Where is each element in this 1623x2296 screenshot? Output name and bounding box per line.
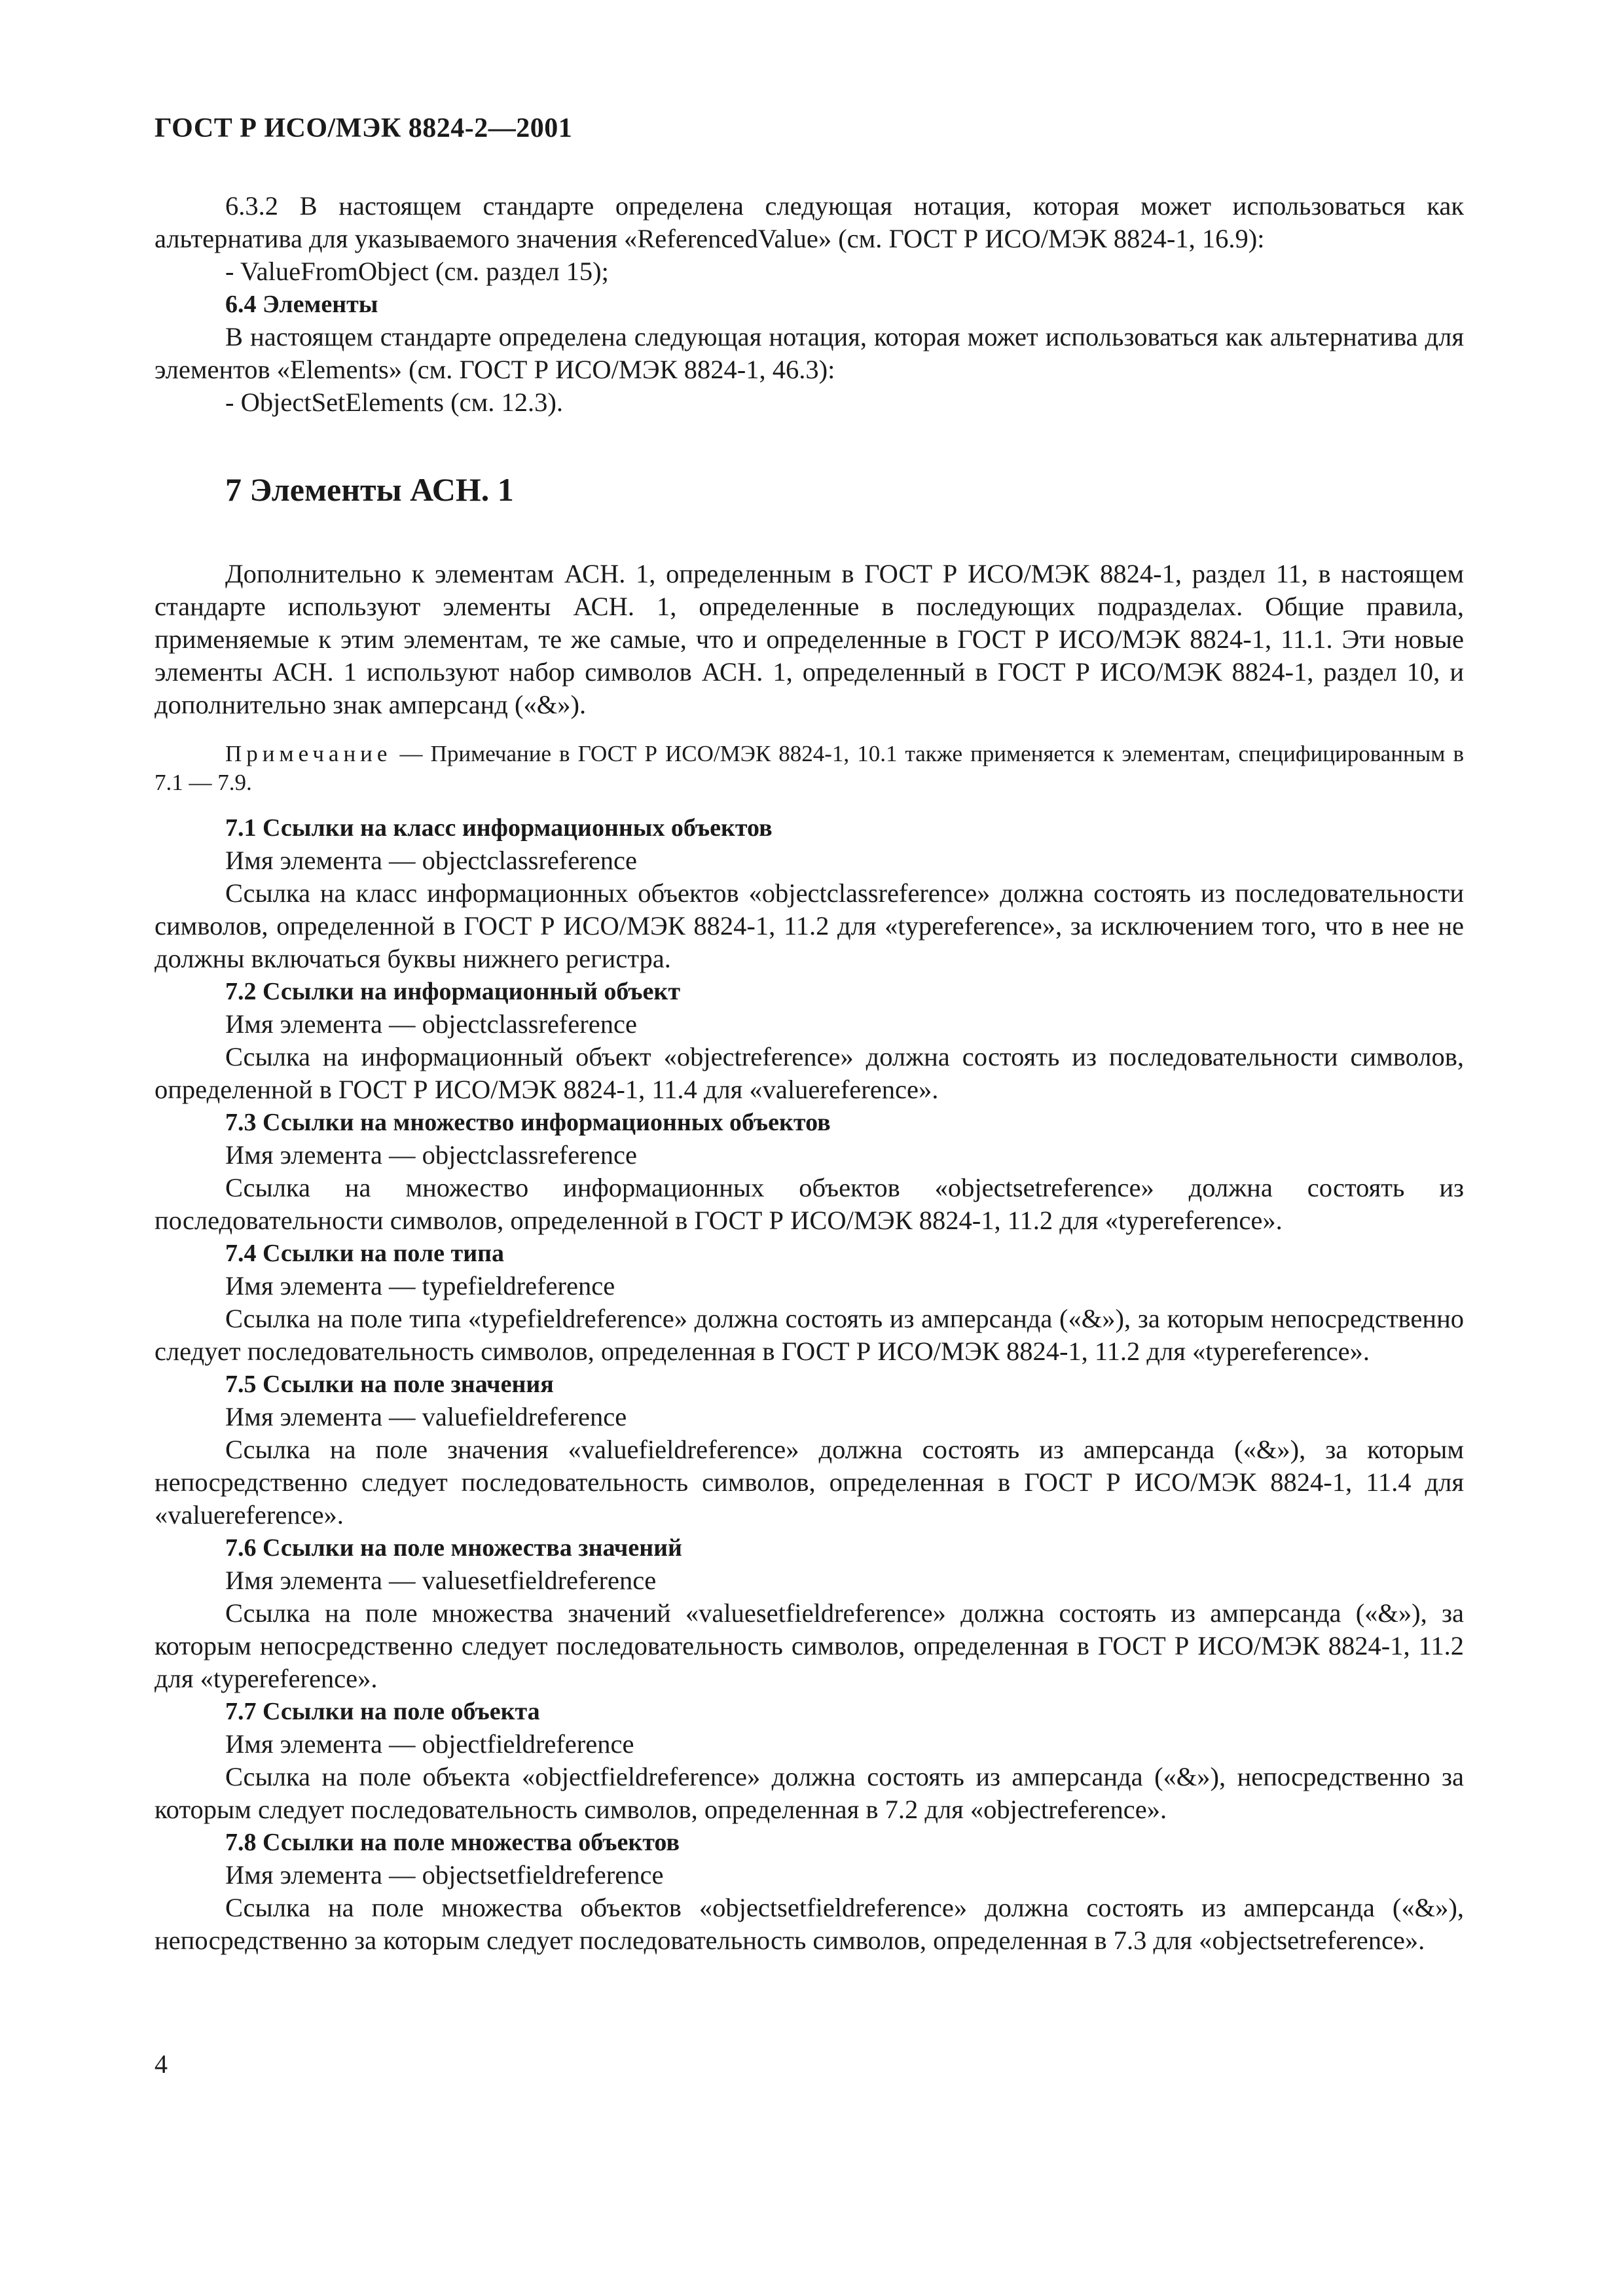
subsection-heading: 7.5 Ссылки на поле значения [225, 1371, 554, 1398]
note-text: — Примечание в ГОСТ Р ИСО/МЭК 8824-1, 10.1 также применяется к элементам, специфицированным в 7.1 — 7.9. [155, 741, 1464, 795]
element-name: Имя элемента — objectclassreference [225, 1009, 637, 1039]
note [155, 740, 1464, 797]
subsection-text: Ссылка на поле множества объектов «objectsetfieldreference» должна состоять из амперсанда («&»), непосредственно за которым следует последовательность символов, определенная в 7.3 для «objectsetreference». [155, 1893, 1464, 1955]
element-name: Имя элемента — typefieldreference [225, 1271, 615, 1300]
element-name: Имя элемента — objectsetfieldreference [225, 1860, 664, 1890]
subsection-heading: 7.2 Ссылки на информационный объект [225, 978, 680, 1005]
subsection-text: Ссылка на класс информационных объектов «objectclassreference» должна состоять из последовательности символов, определенной в ГОСТ Р ИСО/МЭК 8824-1, 11.2 для «typereference», за исключением того, что в нее не должны включаться буквы нижнего регистра. [155, 878, 1464, 973]
body-text [155, 190, 1464, 1957]
list-item-value-from-object: - ValueFromObject (см. раздел 15); [225, 257, 609, 286]
subsection-text: Ссылка на поле значения «valuefieldreference» должна состоять из амперсанда («&»), за которым непосредственно следует последовательность символов, определенная в ГОСТ Р ИСО/МЭК 8824-1, 11.4 для «valuereference». [155, 1435, 1464, 1530]
subsection-heading: 7.4 Ссылки на поле типа [225, 1240, 504, 1267]
subsection-7-8 [155, 1826, 1464, 1957]
subsection-7-6 [155, 1532, 1464, 1695]
subsection-heading: 7.8 Ссылки на поле множества объектов [225, 1829, 680, 1856]
element-name: Имя элемента — objectfieldreference [225, 1729, 634, 1759]
subsection-text: Ссылка на поле множества значений «valuesetfieldreference» должна состоять из амперсанда («&»), за которым непосредственно следует последовательность символов, определенная в ГОСТ Р ИСО/МЭК 8824-1, 11.2 для «typereference». [155, 1598, 1464, 1693]
list-item-object-set-elements: - ObjectSetElements (см. 12.3). [225, 387, 563, 417]
running-header: ГОСТ Р ИСО/МЭК 8824-2—2001 [155, 113, 573, 143]
paragraph-6-4: В настоящем стандарте определена следующая нотация, которая может использоваться как альтернатива для элементов «Elements» (см. ГОСТ Р ИСО/МЭК 8824-1, 46.3): [155, 322, 1464, 384]
subsection-text: Ссылка на поле типа «typefieldreference» должна состоять из амперсанда («&»), за которым непосредственно следует последовательность символов, определенная в ГОСТ Р ИСО/МЭК 8824-1, 11.2 для «typereference». [155, 1304, 1464, 1366]
subsection-text: Ссылка на поле объекта «objectfieldreference» должна состоять из амперсанда («&»), непосредственно за которым следует последовательность символов, определенная в 7.2 для «objectreference». [155, 1762, 1464, 1824]
note-label: Примечание [225, 741, 392, 766]
page-number: 4 [155, 2049, 168, 2079]
element-name: Имя элемента — objectclassreference [225, 846, 637, 875]
element-name: Имя элемента — objectclassreference [225, 1140, 637, 1170]
subsection-7-1 [155, 812, 1464, 975]
subsection-7-2 [155, 975, 1464, 1106]
section-heading-7: 7 Элементы АСН. 1 [225, 471, 514, 508]
subsection-7-7 [155, 1695, 1464, 1826]
subsection-heading: 7.7 Ссылки на поле объекта [225, 1698, 540, 1725]
element-name: Имя элемента — valuefieldreference [225, 1402, 627, 1431]
subsection-text: Ссылка на информационный объект «objectreference» должна состоять из последовательности символов, определенной в ГОСТ Р ИСО/МЭК 8824-1, 11.4 для «valuereference». [155, 1042, 1464, 1104]
subsection-7-3 [155, 1106, 1464, 1237]
subsection-7-4 [155, 1237, 1464, 1368]
element-name: Имя элемента — valuesetfieldreference [225, 1566, 657, 1595]
heading-6-4: 6.4 Элементы [225, 291, 378, 318]
subsection-text: Ссылка на множество информационных объектов «objectsetreference» должна состоять из последовательности символов, определенной в ГОСТ Р ИСО/МЭК 8824-1, 11.2 для «typereference». [155, 1173, 1464, 1235]
paragraph-6-3-2: 6.3.2 В настоящем стандарте определена следующая нотация, которая может использоваться как альтернатива для указываемого значения «ReferencedValue» (см. ГОСТ Р ИСО/МЭК 8824-1, 16.9): [155, 191, 1464, 253]
subsection-heading: 7.6 Ссылки на поле множества значений [225, 1534, 682, 1562]
section-7-intro: Дополнительно к элементам АСН. 1, определенным в ГОСТ Р ИСО/МЭК 8824-1, раздел 11, в настоящем стандарте используют элементы АСН. 1, определенные в последующих подразделах. Общие правила, применяемые к этим элементам, те же самые, что и определенные в ГОСТ Р ИСО/МЭК 8824-1, 11.1. Эти новые элементы АСН. 1 используют набор символов АСН. 1, определенный в ГОСТ Р ИСО/МЭК 8824-1, раздел 10, и дополнительно знак амперсанд («&»). [155, 559, 1464, 719]
subsection-heading: 7.3 Ссылки на множество информационных объектов [225, 1109, 831, 1136]
subsection-7-5 [155, 1368, 1464, 1532]
subsection-heading: 7.1 Ссылки на класс информационных объектов [225, 814, 773, 842]
